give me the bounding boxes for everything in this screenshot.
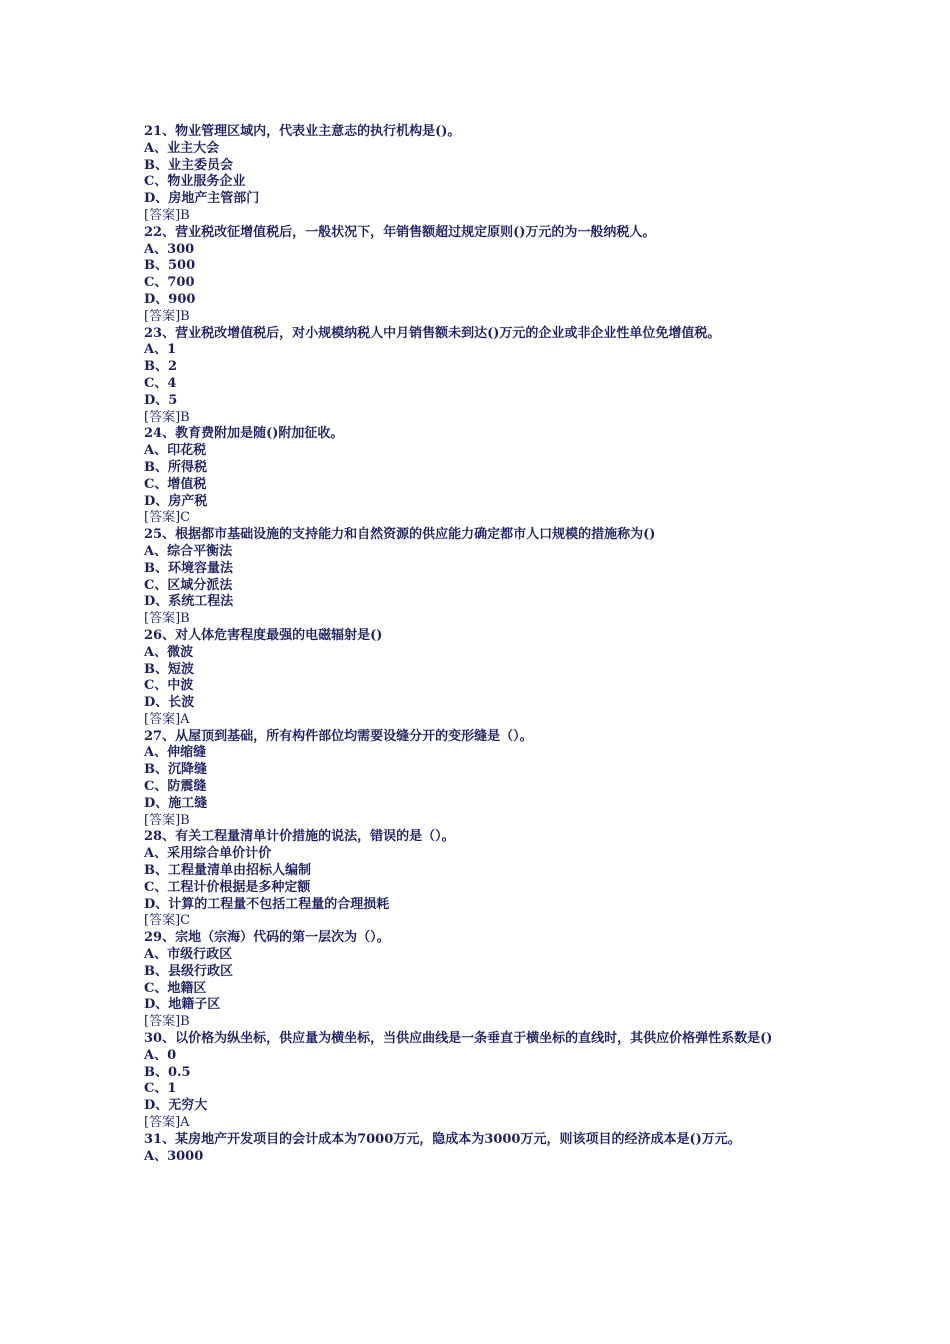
option-b: B、2 [144,359,178,375]
answer: [答案]B [144,409,190,425]
option-a: A、3000 [144,1148,204,1164]
question-block [144,930,814,1031]
option-c: C、4 [144,375,177,391]
question-block [144,628,814,729]
question-stem: 22、营业税改征增值税后，一般状况下，年销售额超过规定原则()万元的为一般纳税人。 [144,224,656,240]
option-d: D、系统工程法 [144,594,234,610]
question-stem: 21、物业管理区域内，代表业主意志的执行机构是()。 [144,124,461,139]
answer: [答案]B [144,812,190,828]
option-a: A、微波 [144,644,194,660]
option-a: A、综合平衡法 [144,543,233,559]
answer: [答案]C [144,510,191,526]
option-d: D、房地产主管部门 [144,191,260,207]
option-d: D、无穷大 [144,1098,208,1114]
question-stem: 28、有关工程量清单计价措施的说法，错误的是（）。 [144,829,455,845]
question-block [144,1031,814,1132]
option-c: C、增值税 [144,476,207,492]
question-block [144,225,814,326]
answer: [答案]B [144,1014,190,1030]
option-a: A、0 [144,1047,177,1063]
option-d: D、计算的工程量不包括工程量的合理损耗 [144,896,390,912]
option-b: B、县级行政区 [144,963,233,979]
option-a: A、300 [144,241,195,257]
option-b: B、环境容量法 [144,560,233,576]
question-block [144,729,814,830]
option-b: B、短波 [144,661,194,677]
option-a: A、市级行政区 [144,947,233,963]
option-c: C、地籍区 [144,980,207,996]
option-d: D、房产税 [144,493,208,509]
option-b: B、所得税 [144,459,207,475]
question-stem: 26、对人体危害程度最强的电磁辐射是() [144,627,383,643]
option-c: C、工程计价根据是多种定额 [144,879,311,895]
question-stem: 29、宗地（宗海）代码的第一层次为（）。 [144,930,390,946]
option-a: A、伸缩缝 [144,745,207,761]
answer: [答案]A [144,711,190,727]
option-c: C、防震缝 [144,779,207,795]
question-block [144,527,814,628]
option-c: C、区域分派法 [144,577,233,593]
option-d: D、900 [144,291,196,307]
question-list [144,124,814,1165]
option-d: D、施工缝 [144,795,208,811]
question-stem: 30、以价格为纵坐标，供应量为横坐标，当供应曲线是一条垂直于横坐标的直线时，其供应价格弹性系数是() [144,1031,773,1047]
option-c: C、1 [144,1081,177,1097]
answer: [答案]B [144,611,190,627]
question-block [144,829,814,930]
question-stem: 31、某房地产开发项目的会计成本为7000万元，隐成本为3000万元，则该项目的经济成本是()万元。 [144,1131,741,1147]
option-b: B、业主委员会 [144,157,233,173]
question-block [144,326,814,427]
option-a: A、1 [144,342,177,358]
option-b: B、500 [144,258,196,274]
option-b: B、工程量清单由招标人编制 [144,863,311,879]
option-a: A、采用综合单价计价 [144,846,272,862]
option-d: D、长波 [144,695,195,711]
option-c: C、物业服务企业 [144,174,246,190]
option-d: D、地籍子区 [144,997,221,1013]
option-a: A、印花税 [144,443,207,459]
question-stem: 25、根据都市基础设施的支持能力和自然资源的供应能力确定都市人口规模的措施称为() [144,527,656,543]
option-d: D、5 [144,392,178,408]
option-c: C、700 [144,275,195,291]
answer: [答案]C [144,913,191,929]
question-stem: 27、从屋顶到基础，所有构件部位均需要设缝分开的变形缝是（）。 [144,728,533,744]
question-stem: 23、营业税改增值税后，对小规模纳税人中月销售额未到达()万元的企业或非企业性单位免增值税。 [144,325,721,341]
question-block [144,426,814,527]
option-b: B、沉降缝 [144,762,207,778]
answer: [答案]A [144,1115,190,1131]
option-b: B、0.5 [144,1064,191,1080]
answer: [答案]B [144,308,190,324]
option-c: C、中波 [144,678,194,694]
question-block [144,1132,814,1166]
question-block [144,124,814,225]
answer: [答案]B [144,207,190,223]
option-a: A、业主大会 [144,140,220,156]
question-stem: 24、教育费附加是随()附加征收。 [144,426,344,442]
